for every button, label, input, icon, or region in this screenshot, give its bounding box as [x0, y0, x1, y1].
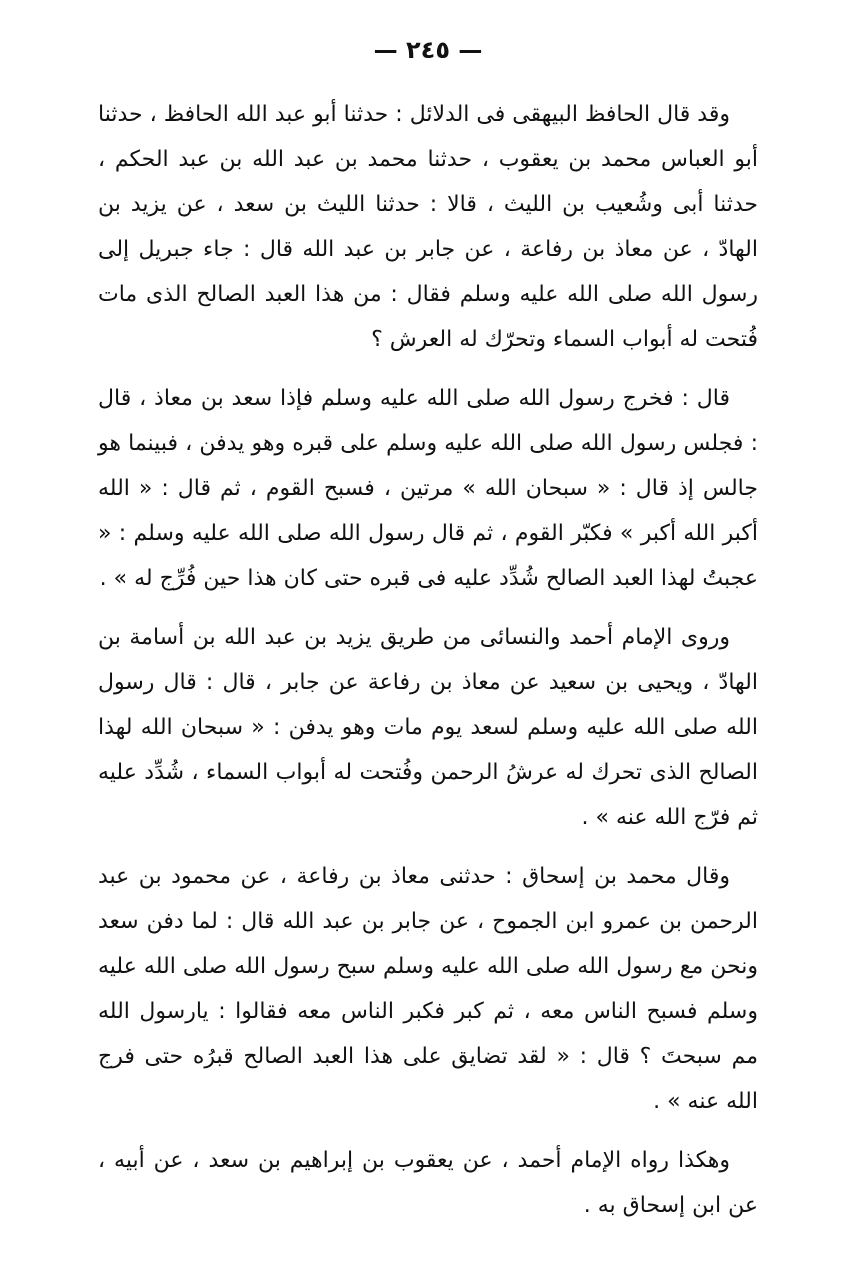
paragraph-ibn-ishaq-narration: وقال محمد بن إسحاق : حدثنى معاذ بن رفاعة ، عن محمود بن عبد الرحمن بن عمرو ابن الجموح ، عن جابر بن عبد الله قال : لما دفن سعد ونحن مع رسول الله صلى الله عليه وسلم سبح رسول الله صلى الله عليه وسلم فسبح الناس معه ، ثم كبر فكبر الناس معه فقالوا : يارسول الله مم سبحتَ ؟ قال : « لقد تضايق على هذا العبد الصالح قبرُه حتى فرج الله عنه » .	[98, 864, 758, 1114]
page-body	[98, 92, 758, 1228]
paragraph-prophet-at-grave: قال : فخرج رسول الله صلى الله عليه وسلم فإذا سعد بن معاذ ، قال : فجلس رسول الله صلى الله عليه وسلم على قبره وهو يدفن ، فبينما هو جالس إذ قال : « سبحان الله » مرتين ، فسبح القوم ، ثم قال : « الله أكبر الله أكبر » فكبّر القوم ، ثم قال رسول الله صلى الله عليه وسلم : « عجبتُ لهذا العبد الصالح شُدِّد عليه فى قبره حتى كان هذا حين فُرِّج له » .	[98, 386, 758, 591]
paragraph-ahmad-nasai-narration: وروى الإمام أحمد والنسائى من طريق يزيد بن عبد الله بن أسامة بن الهادّ ، ويحيى بن سعيد عن معاذ بن رفاعة عن جابر ، قال : قال رسول الله صلى الله عليه وسلم لسعد يوم مات وهو يدفن : « سبحان الله لهذا الصالح الذى تحرك له عرشُ الرحمن وفُتحت له أبواب السماء ، شُدِّد عليه ثم فرّج الله عنه » .	[98, 625, 758, 830]
paragraph-ahmad-chain: وهكذا رواه الإمام أحمد ، عن يعقوب بن إبراهيم بن سعد ، عن أبيه ، عن ابن إسحاق به .	[98, 1148, 758, 1218]
paragraph-bayhaqi-narration: وقد قال الحافظ البيهقى فى الدلائل : حدثنا أبو عبد الله الحافظ ، حدثنا أبو العباس محمد بن يعقوب ، حدثنا محمد بن عبد الله بن عبد الحكم ، حدثنا أبى وشُعيب بن الليث ، قالا : حدثنا الليث بن سعد ، عن يزيد بن الهادّ ، عن معاذ بن رفاعة ، عن جابر بن عبد الله قال : جاء جبريل إلى رسول الله صلى الله عليه وسلم فقال : من هذا العبد الصالح الذى مات فُتحت له أبواب السماء وتحرّك له العرش ؟	[98, 102, 758, 352]
page-number: — ٢٤٥ —	[373, 36, 483, 64]
